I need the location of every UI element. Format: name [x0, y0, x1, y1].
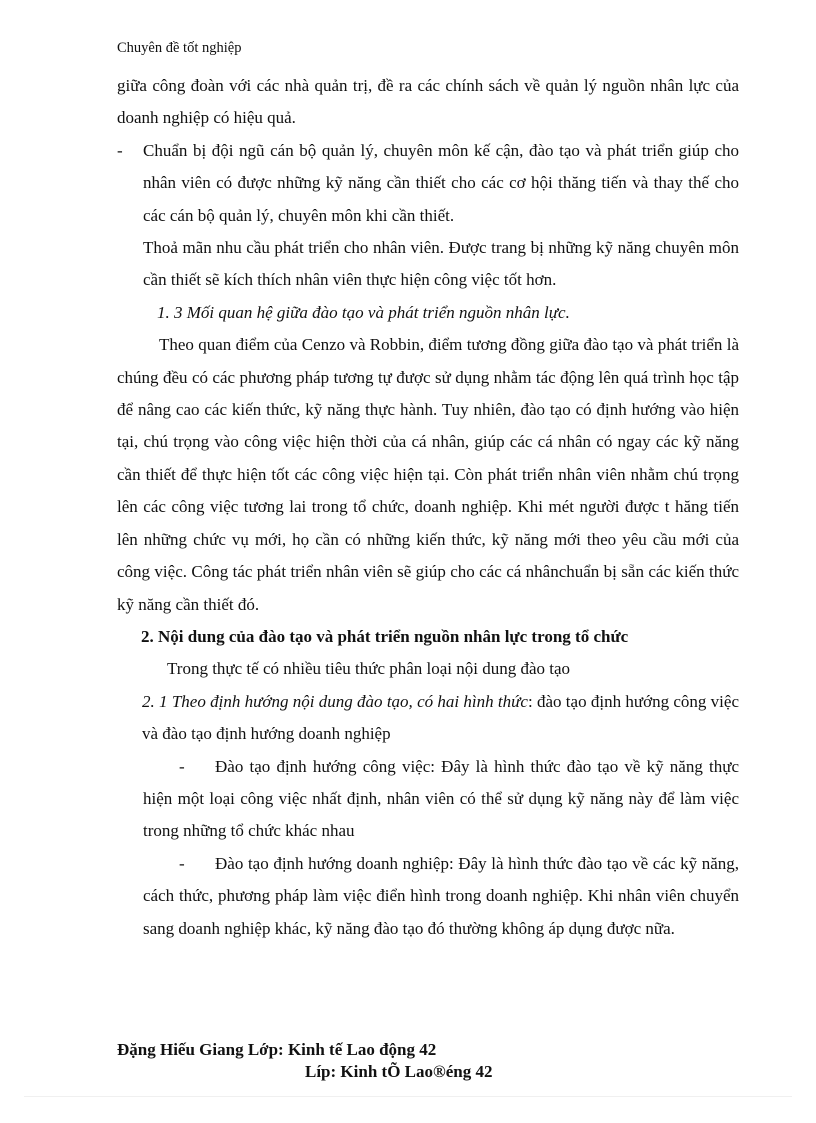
footer-line-2: Líp: Kinh tÕ Lao®éng 42 [305, 1062, 493, 1081]
paragraph: Theo quan điểm của Cenzo và Robbin, điểm tương đồng giữa đào tạo và phát triển là chúng đều có các phương pháp tương tự được sử dụng nhằm tác động lên quá trình học tập để nâng cao các kiến thức, kỹ năng thực hành. Tuy nhiên, đào tạo có định hướng vào hiện tại, chú trọng vào công việc hiện thời của cá nhân, giúp các cá nhân có ngay các kỹ năng cần thiết để thực hiện tốt các công việc hiện tại. Còn phát triển nhân viên nhằm chú trọng lên các công việc tương lai trong tổ chức, doanh nghiệp. Khi mét người được t hăng tiến lên những chức vụ mới, họ cần có những kiến thức, kỹ năng mới theo yêu cầu mới của công việc. Công tác phát triển nhân viên sẽ giúp cho các cá nhânchuẩn bị sẵn các kiến thức kỹ năng cần thiết đó. [117, 335, 739, 614]
paragraph: Trong thực tế có nhiều tiêu thức phân loại nội dung đào tạo [167, 659, 571, 679]
bullet-dash: - [179, 853, 185, 873]
document-body [117, 70, 739, 945]
bullet-item [117, 848, 739, 945]
page-footer [117, 1039, 492, 1083]
bullet-item [117, 751, 739, 848]
bullet-dash: - [179, 756, 185, 776]
section-heading-1-3: 1. 3 Mối quan hệ giữa đào tạo và phát triển nguồn nhân lực. [157, 302, 570, 322]
bullet-text: Đào tạo định hướng doanh nghiệp: Đây là hình thức đào tạo về các kỹ năng, cách thức, phương pháp làm việc điển hình trong doanh nghiệp. Khi nhân viên chuyển sang doanh nghiệp khác, kỹ năng đào tạo đó thường không áp dụng được nữa. [143, 853, 739, 938]
paragraph: giữa công đoàn với các nhà quản trị, đề ra các chính sách về quản lý nguồn nhân lực của doanh nghiệp có hiệu quả. [117, 76, 739, 128]
bullet-text: Đào tạo định hướng công việc: Đây là hình thức đào tạo về kỹ năng thực hiện một loại công việc nhất định, nhân viên có thể sử dụng kỹ năng này để làm việc trong những tổ chức khác nhau [143, 756, 739, 841]
footer-line-1: Đặng Hiếu Giang Lớp: Kinh tế Lao động 42 [117, 1040, 437, 1059]
bullet-dash: - [117, 140, 123, 160]
section-heading-2-1 [117, 686, 739, 751]
footer-divider [24, 1096, 792, 1097]
section-heading-2-1-rest: : đào tạo định hướng công việc và đào tạo định hướng doanh nghiệp [142, 691, 740, 744]
section-heading-2-1-italic: 2. 1 Theo định hướng nội dung đào tạo, có hai hình thức [142, 691, 528, 711]
paragraph: Thoả mãn nhu cầu phát triển cho nhân viên. Được trang bị những kỹ năng chuyên môn cần thiết sẽ kích thích nhân viên thực hiện công việc tốt hơn. [143, 238, 739, 290]
page-header: Chuyên đề tốt nghiệp [117, 40, 242, 56]
bullet-item [117, 135, 739, 232]
section-heading-2: 2. Nội dung của đào tạo và phát triển nguồn nhân lực trong tổ chức [141, 626, 629, 646]
bullet-text: Chuẩn bị đội ngũ cán bộ quản lý, chuyên môn kế cận, đào tạo và phát triển giúp cho nhân viên có được những kỹ năng cần thiết cho các cơ hội thăng tiến và thay thế cho các cán bộ quản lý, chuyên môn khi cần thiết. [143, 140, 739, 225]
